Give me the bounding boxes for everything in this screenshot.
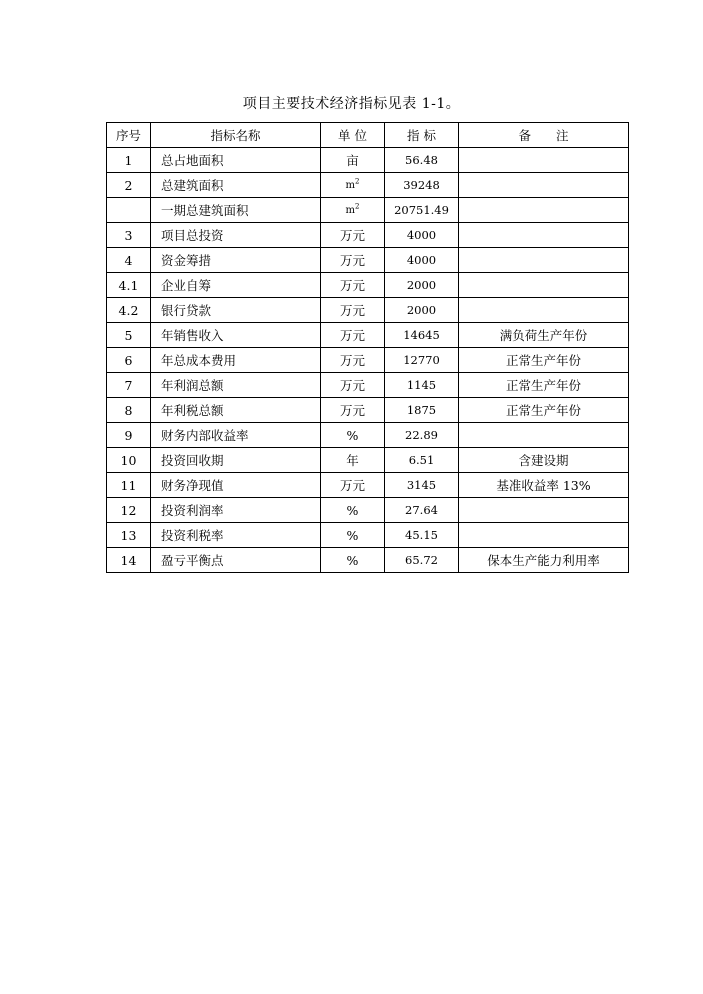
indicator-name: 资金筹措	[151, 248, 321, 273]
table-row	[107, 348, 629, 373]
row-number: 3	[107, 223, 151, 248]
table-row	[107, 548, 629, 573]
table-row	[107, 473, 629, 498]
indicator-value: 56.48	[385, 148, 459, 173]
note	[459, 198, 629, 223]
table-title: 项目主要技术经济指标见表 1-1。	[242, 96, 461, 112]
note	[459, 248, 629, 273]
unit: 万元	[321, 398, 385, 423]
indicator-name: 盈亏平衡点	[151, 548, 321, 573]
indicator-value: 39248	[385, 173, 459, 198]
unit: 万元	[321, 348, 385, 373]
indicator-name: 总建筑面积	[151, 173, 321, 198]
note: 满负荷生产年份	[459, 323, 629, 348]
row-number: 14	[107, 548, 151, 573]
note	[459, 273, 629, 298]
row-number: 6	[107, 348, 151, 373]
indicator-name: 企业自筹	[151, 273, 321, 298]
indicator-value: 2000	[385, 273, 459, 298]
note	[459, 173, 629, 198]
indicator-name: 投资利润率	[151, 498, 321, 523]
note: 正常生产年份	[459, 373, 629, 398]
indicator-value: 6.51	[385, 448, 459, 473]
row-number: 4	[107, 248, 151, 273]
indicator-name: 年销售收入	[151, 323, 321, 348]
indicator-value: 1875	[385, 398, 459, 423]
indicator-value: 3145	[385, 473, 459, 498]
row-number: 2	[107, 173, 151, 198]
note	[459, 223, 629, 248]
indicator-name: 投资利税率	[151, 523, 321, 548]
table-row	[107, 198, 629, 223]
indicator-name: 年总成本费用	[151, 348, 321, 373]
indicator-name: 年利税总额	[151, 398, 321, 423]
note: 含建设期	[459, 448, 629, 473]
row-number: 13	[107, 523, 151, 548]
indicator-value: 1145	[385, 373, 459, 398]
header-note: 备 注	[459, 123, 629, 148]
note: 正常生产年份	[459, 348, 629, 373]
row-number: 4.1	[107, 273, 151, 298]
row-number: 5	[107, 323, 151, 348]
unit: 万元	[321, 298, 385, 323]
indicator-value: 22.89	[385, 423, 459, 448]
unit: %	[321, 423, 385, 448]
note: 基准收益率 13%	[459, 473, 629, 498]
table-header-row	[107, 123, 629, 148]
unit: $m^2$	[321, 173, 385, 198]
note: 保本生产能力利用率	[459, 548, 629, 573]
note	[459, 523, 629, 548]
note	[459, 498, 629, 523]
unit: %	[321, 498, 385, 523]
table-row	[107, 148, 629, 173]
table-row	[107, 423, 629, 448]
table-row	[107, 173, 629, 198]
table-row	[107, 323, 629, 348]
row-number: 9	[107, 423, 151, 448]
header-unit: 单 位	[321, 123, 385, 148]
indicator-name: 总占地面积	[151, 148, 321, 173]
indicator-name: 投资回收期	[151, 448, 321, 473]
indicator-name: 年利润总额	[151, 373, 321, 398]
header-name: 指标名称	[151, 123, 321, 148]
indicator-value: 2000	[385, 298, 459, 323]
table-row	[107, 448, 629, 473]
row-number: 8	[107, 398, 151, 423]
indicator-name: 一期总建筑面积	[151, 198, 321, 223]
note	[459, 148, 629, 173]
unit: $m^2$	[321, 198, 385, 223]
row-number: 4.2	[107, 298, 151, 323]
unit: 万元	[321, 248, 385, 273]
unit: 万元	[321, 223, 385, 248]
header-value: 指 标	[385, 123, 459, 148]
indicator-name: 项目总投资	[151, 223, 321, 248]
indicator-value: 4000	[385, 248, 459, 273]
indicator-value: 20751.49	[385, 198, 459, 223]
unit: 万元	[321, 323, 385, 348]
table-row	[107, 498, 629, 523]
unit: 万元	[321, 273, 385, 298]
indicator-value: 12770	[385, 348, 459, 373]
unit: 万元	[321, 373, 385, 398]
table-row	[107, 223, 629, 248]
indicators-table	[106, 122, 629, 573]
indicator-value: 4000	[385, 223, 459, 248]
note	[459, 298, 629, 323]
row-number: 12	[107, 498, 151, 523]
indicator-name: 财务内部收益率	[151, 423, 321, 448]
indicator-value: 27.64	[385, 498, 459, 523]
unit: 万元	[321, 473, 385, 498]
row-number: 11	[107, 473, 151, 498]
row-number: 1	[107, 148, 151, 173]
unit: 年	[321, 448, 385, 473]
indicator-name: 银行贷款	[151, 298, 321, 323]
table-row	[107, 398, 629, 423]
unit: %	[321, 523, 385, 548]
table-row	[107, 373, 629, 398]
indicator-name: 财务净现值	[151, 473, 321, 498]
note	[459, 423, 629, 448]
indicator-value: 14645	[385, 323, 459, 348]
row-number	[107, 198, 151, 223]
header-no: 序号	[107, 123, 151, 148]
table-body	[107, 148, 629, 573]
note: 正常生产年份	[459, 398, 629, 423]
table-row	[107, 298, 629, 323]
row-number: 7	[107, 373, 151, 398]
unit: 亩	[321, 148, 385, 173]
table-row	[107, 273, 629, 298]
table-row	[107, 523, 629, 548]
indicator-value: 65.72	[385, 548, 459, 573]
row-number: 10	[107, 448, 151, 473]
unit: %	[321, 548, 385, 573]
indicator-value: 45.15	[385, 523, 459, 548]
table-row	[107, 248, 629, 273]
